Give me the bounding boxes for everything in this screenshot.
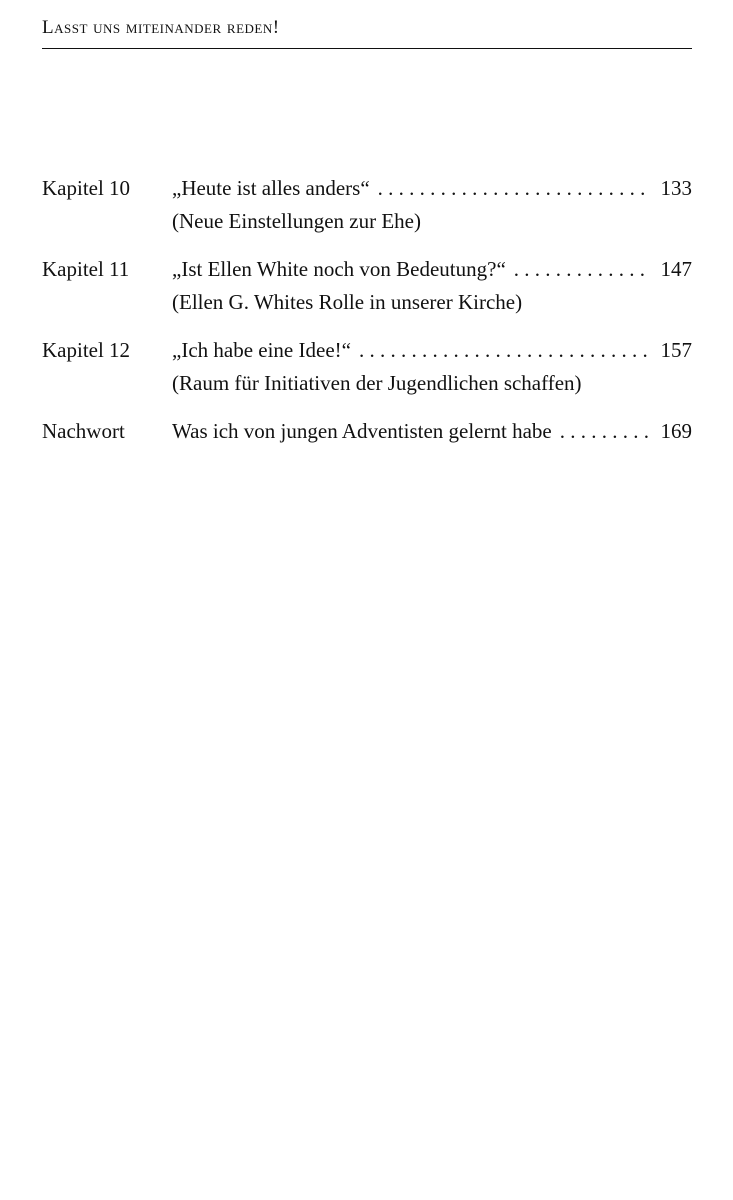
leader-dots — [378, 172, 650, 205]
entry-label: Nachwort — [42, 419, 125, 443]
toc-entry-kapitel-10 — [42, 172, 692, 238]
toc-entry-kapitel-12 — [42, 334, 692, 400]
leader-dots — [560, 415, 650, 448]
page-number: 157 — [660, 338, 692, 362]
toc-entry-kapitel-11 — [42, 253, 692, 319]
entry-label: Kapitel 11 — [42, 257, 130, 281]
leader-dots — [514, 253, 650, 286]
running-header: Lasst uns miteinander reden! — [42, 17, 280, 38]
toc-entry-nachwort — [42, 415, 692, 448]
page-number: 133 — [660, 176, 692, 200]
entry-subtitle: (Ellen G. Whites Rolle in unserer Kirche) — [172, 290, 523, 314]
entry-label: Kapitel 10 — [42, 176, 131, 200]
entry-title: „Ist Ellen White noch von Bedeutung?“ — [172, 257, 506, 281]
page-number: 147 — [660, 257, 692, 281]
table-of-contents — [42, 172, 692, 463]
entry-title: „Ich habe eine Idee!“ — [172, 338, 351, 362]
header-rule — [42, 48, 692, 49]
entry-label: Kapitel 12 — [42, 338, 131, 362]
entry-title: „Heute ist alles anders“ — [172, 176, 370, 200]
entry-title: Was ich von jungen Adventisten gelernt habe — [172, 419, 552, 443]
leader-dots — [359, 334, 650, 367]
page-number: 169 — [660, 419, 692, 443]
entry-subtitle: (Raum für Initiativen der Jugendlichen schaffen) — [172, 371, 582, 395]
entry-subtitle: (Neue Einstellungen zur Ehe) — [172, 209, 421, 233]
